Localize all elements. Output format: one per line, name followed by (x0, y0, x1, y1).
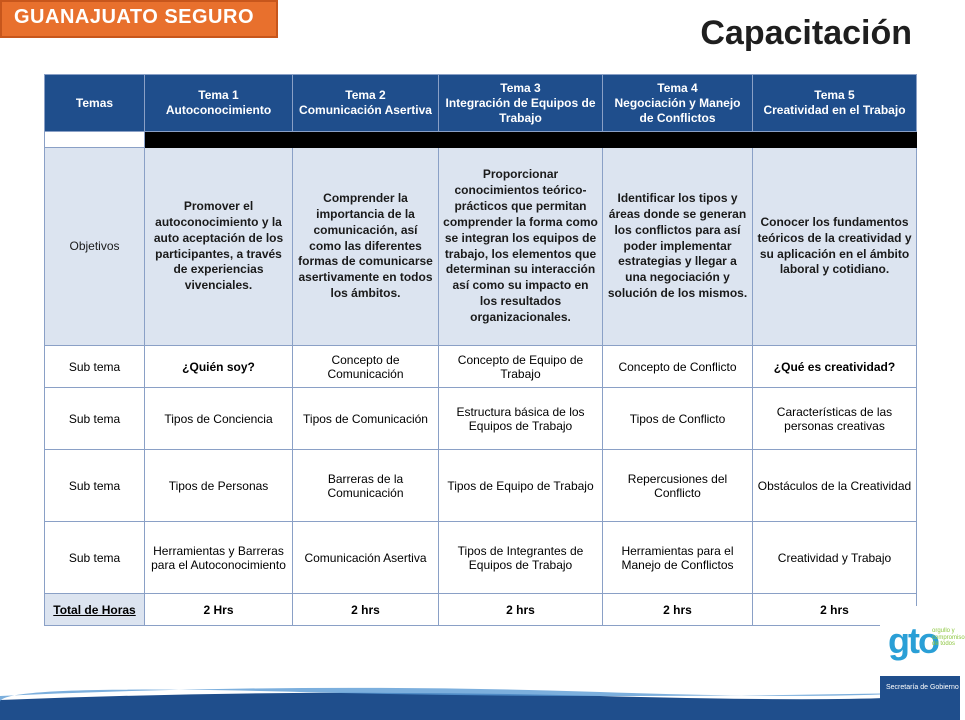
objetivo-cell: Comprender la importancia de la comunicación, así como las diferentes formas de comunicarse asertivamente en todos los ámbitos. (293, 148, 439, 346)
department-badge (880, 676, 960, 720)
subtema-row (45, 450, 917, 522)
header-text: Tema 1 Autoconocimiento (165, 88, 272, 117)
subtema-cell: ¿Quién soy? (145, 346, 293, 388)
subtema-cell: Características de las personas creativas (753, 388, 917, 450)
subtema-row (45, 388, 917, 450)
subtema-cell: Barreras de la Comunicación (293, 450, 439, 522)
subtema-cell: Comunicación Asertiva (293, 522, 439, 594)
row-label: Sub tema (45, 450, 145, 522)
separator-row (45, 132, 917, 148)
header-text: Tema 4 Negociación y Manejo de Conflictos (614, 80, 741, 125)
department-label: Secretaría de Gobierno (886, 684, 959, 691)
subtema-cell: Estructura básica de los Equipos de Trabajo (439, 388, 603, 450)
hours-cell: 2 hrs (603, 594, 753, 626)
subtema-cell: Tipos de Conflicto (603, 388, 753, 450)
subtema-cell: Tipos de Conciencia (145, 388, 293, 450)
training-table (44, 74, 917, 626)
header-text: Tema 2 Comunicación Asertiva (299, 88, 432, 117)
hours-cell: 2 hrs (293, 594, 439, 626)
brand-tag (0, 0, 278, 38)
subtema-cell: Concepto de Comunicación (293, 346, 439, 388)
total-hours-row (45, 594, 917, 626)
hours-cell: 2 hrs (439, 594, 603, 626)
hours-cell: 2 Hrs (145, 594, 293, 626)
objetivo-cell: Identificar los tipos y áreas donde se generan los conflictos para así poder implementar estrategias y llegar a una negociación y solución de los mismos. (603, 148, 753, 346)
objetivo-cell: Proporcionar conocimientos teórico-prácticos que permitan comprender la forma como se integran los equipos de trabajo, los elementos que determinan su interacción así como su impacto en los resultados organizacionales. (439, 148, 603, 346)
subtema-cell: Concepto de Equipo de Trabajo (439, 346, 603, 388)
subtema-row (45, 346, 917, 388)
subtema-row (45, 522, 917, 594)
objetivo-cell: Promover el autoconocimiento y la auto aceptación de los participantes, a través de experiencias vivenciales. (145, 148, 293, 346)
header-temas: Temas (45, 75, 145, 132)
logo-tagline: orgullo y compromiso de todos (932, 628, 965, 648)
hours-cell: 2 hrs (753, 594, 917, 626)
row-label: Objetivos (45, 148, 145, 346)
header-tema-5 (753, 75, 917, 132)
subtema-cell: Tipos de Comunicación (293, 388, 439, 450)
row-label: Sub tema (45, 346, 145, 388)
subtema-cell: ¿Qué es creatividad? (753, 346, 917, 388)
subtema-cell: Herramientas para el Manejo de Conflictos (603, 522, 753, 594)
header-tema-4 (603, 75, 753, 132)
objetivo-cell: Conocer los fundamentos teóricos de la creatividad y su aplicación en el ámbito laboral y cotidiano. (753, 148, 917, 346)
header-tema-1 (145, 75, 293, 132)
subtema-cell: Tipos de Personas (145, 450, 293, 522)
logo-mark: gto (888, 620, 938, 661)
separator-bar (145, 132, 917, 148)
subtema-cell: Herramientas y Barreras para el Autoconocimiento (145, 522, 293, 594)
page-title: Capacitación (700, 14, 912, 52)
header-tema-2 (293, 75, 439, 132)
header-tema-3 (439, 75, 603, 132)
subtema-cell: Creatividad y Trabajo (753, 522, 917, 594)
subtema-cell: Tipos de Integrantes de Equipos de Trabajo (439, 522, 603, 594)
total-hours-label: Total de Horas (45, 594, 145, 626)
objetivos-row (45, 148, 917, 346)
subtema-cell: Repercusiones del Conflicto (603, 450, 753, 522)
subtema-cell: Concepto de Conflicto (603, 346, 753, 388)
row-label: Sub tema (45, 388, 145, 450)
header-text: Tema 3 Integración de Equipos de Trabajo (445, 80, 596, 125)
subtema-cell: Tipos de Equipo de Trabajo (439, 450, 603, 522)
brand-label: GUANAJUATO SEGURO (14, 6, 255, 28)
header-row (45, 75, 917, 132)
subtema-cell: Obstáculos de la Creatividad (753, 450, 917, 522)
separator-cell (45, 132, 145, 148)
row-label: Sub tema (45, 522, 145, 594)
footer-wave (0, 670, 960, 720)
header-text: Tema 5 Creatividad en el Trabajo (763, 88, 906, 117)
